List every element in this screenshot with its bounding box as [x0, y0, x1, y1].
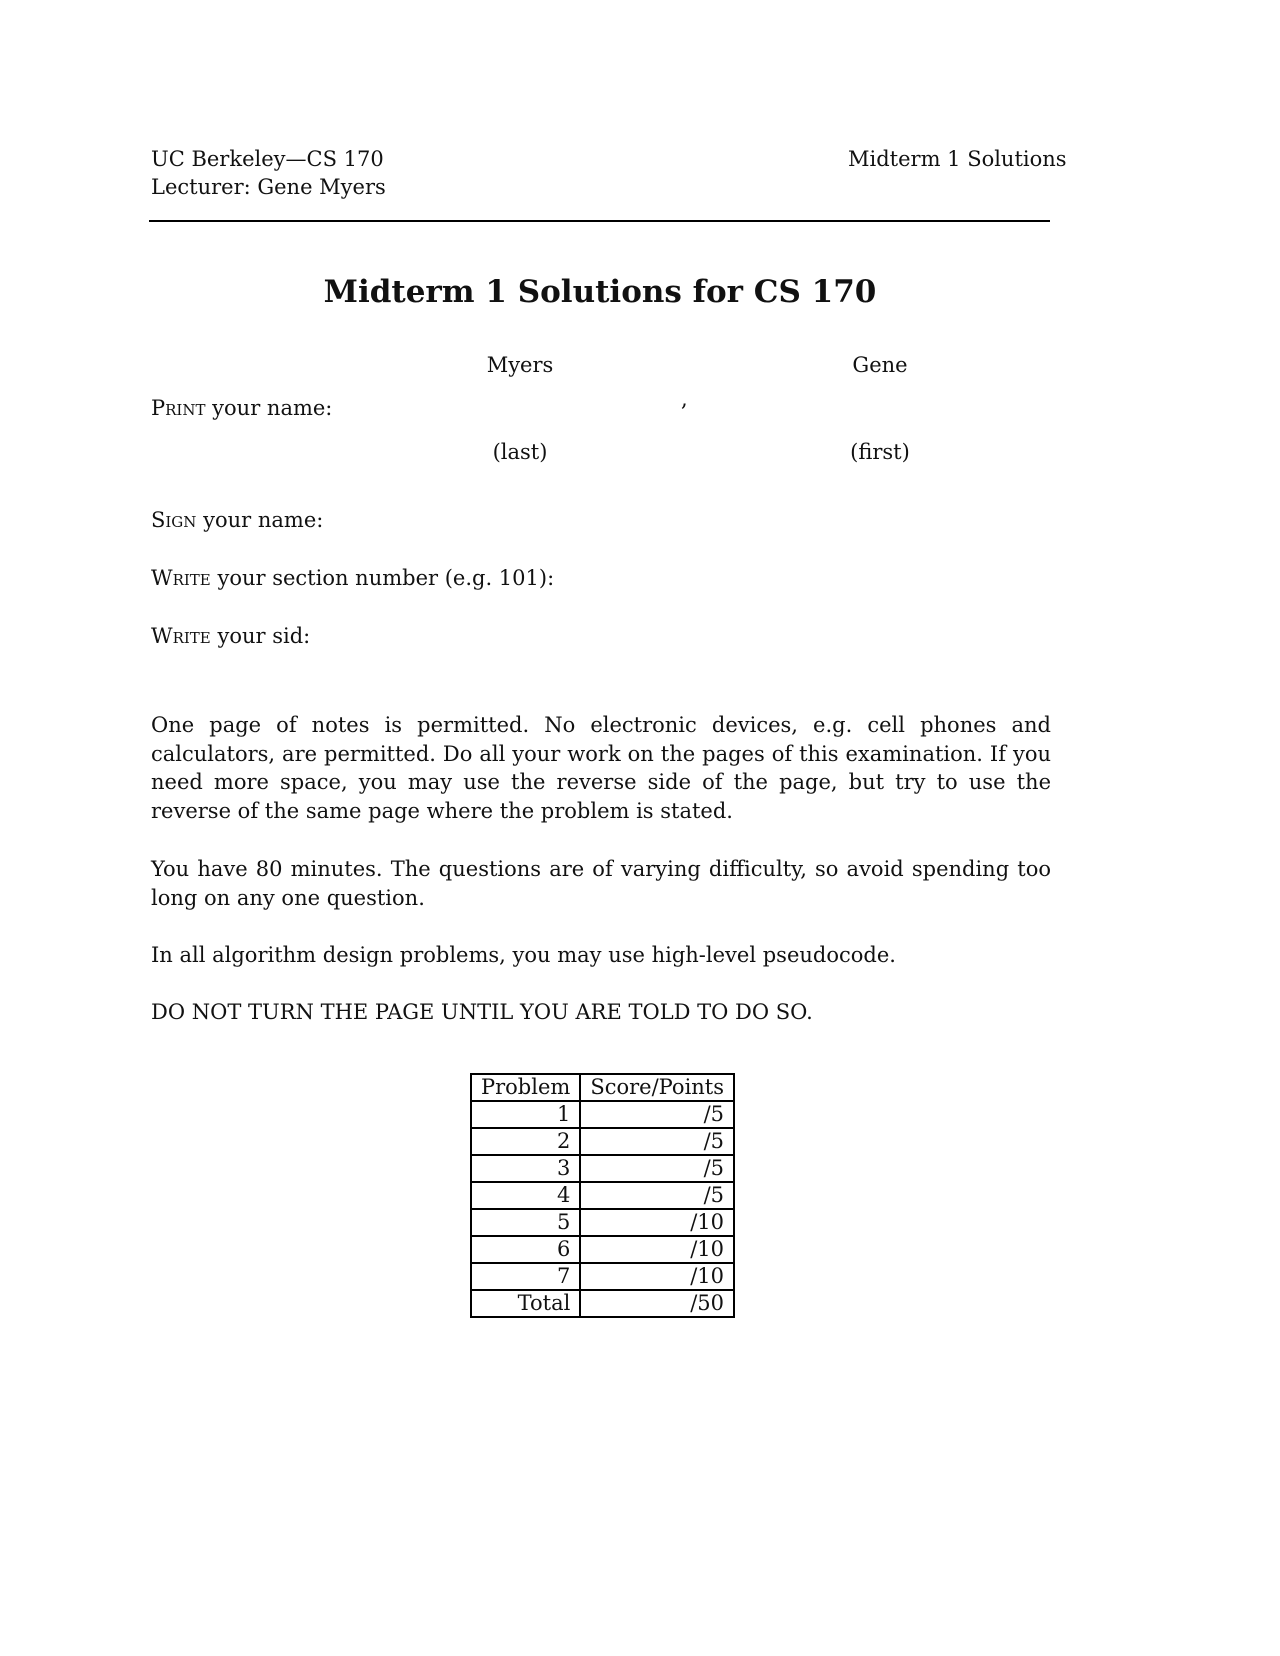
- name-comma: ,: [681, 387, 688, 411]
- sid-label-rest: your sid:: [217, 624, 311, 648]
- sign-label-word: Sign: [151, 508, 197, 532]
- points-cell: /10: [580, 1236, 734, 1263]
- points-cell: /5: [580, 1182, 734, 1209]
- table-row: [471, 1182, 734, 1209]
- table-row: [471, 1236, 734, 1263]
- points-cell: /5: [580, 1155, 734, 1182]
- points-cell: /10: [580, 1209, 734, 1236]
- points-cell: /10: [580, 1263, 734, 1290]
- table-row-total: [471, 1290, 734, 1317]
- table-row: [471, 1128, 734, 1155]
- points-cell: /5: [580, 1101, 734, 1128]
- sign-label-rest: your name:: [203, 508, 324, 532]
- header-rule: [149, 220, 1050, 222]
- first-name-caption: (first): [850, 440, 910, 464]
- points-cell: /5: [580, 1128, 734, 1155]
- table-row: [471, 1209, 734, 1236]
- table-row: [471, 1155, 734, 1182]
- sid-label: [151, 622, 310, 650]
- problem-cell: 6: [471, 1236, 580, 1263]
- page-title: Midterm 1 Solutions for CS 170: [323, 274, 877, 310]
- header-lecturer: Lecturer: Gene Myers: [151, 175, 386, 199]
- problem-cell: 2: [471, 1128, 580, 1155]
- total-points-cell: /50: [580, 1290, 734, 1317]
- instructions-paragraph-1: One page of notes is permitted. No electronic devices, e.g. cell phones and calculators, are permitted. Do all your work on the pages of this examination. If you need more space, you may use the reverse side of the page, but try to use the reverse of the same page where the problem is stated.: [151, 713, 1051, 823]
- sid-label-word: Write: [151, 624, 211, 648]
- print-label-word: Print: [151, 396, 206, 420]
- header-problem: Problem: [471, 1074, 580, 1101]
- problem-cell: 4: [471, 1182, 580, 1209]
- print-name-label: [151, 394, 332, 422]
- header-course: UC Berkeley—CS 170: [151, 147, 384, 171]
- total-label-cell: Total: [471, 1290, 580, 1317]
- problem-cell: 1: [471, 1101, 580, 1128]
- problem-cell: 5: [471, 1209, 580, 1236]
- instructions-paragraph-4: DO NOT TURN THE PAGE UNTIL YOU ARE TOLD TO DO SO.: [151, 1000, 813, 1024]
- header-score-points: Score/Points: [580, 1074, 734, 1101]
- section-label-rest: your section number (e.g. 101):: [217, 566, 555, 590]
- sign-name-label: [151, 506, 323, 534]
- instructions-paragraph-3: In all algorithm design problems, you may use high-level pseudocode.: [151, 943, 896, 967]
- header-doc-type: Midterm 1 Solutions: [848, 147, 1067, 171]
- instructions-paragraph-2: You have 80 minutes. The questions are of varying difficulty, so avoid spending too long on any one question.: [151, 857, 1051, 910]
- first-name-value: Gene: [852, 353, 908, 377]
- table-row: [471, 1263, 734, 1290]
- last-name-caption: (last): [492, 440, 548, 464]
- table-row: [471, 1101, 734, 1128]
- problem-cell: 3: [471, 1155, 580, 1182]
- section-label-word: Write: [151, 566, 211, 590]
- score-table-header-row: [471, 1074, 734, 1101]
- section-number-label: [151, 564, 554, 592]
- last-name-value: Myers: [486, 353, 554, 377]
- print-label-rest: your name:: [212, 396, 333, 420]
- score-table: [470, 1073, 735, 1318]
- problem-cell: 7: [471, 1263, 580, 1290]
